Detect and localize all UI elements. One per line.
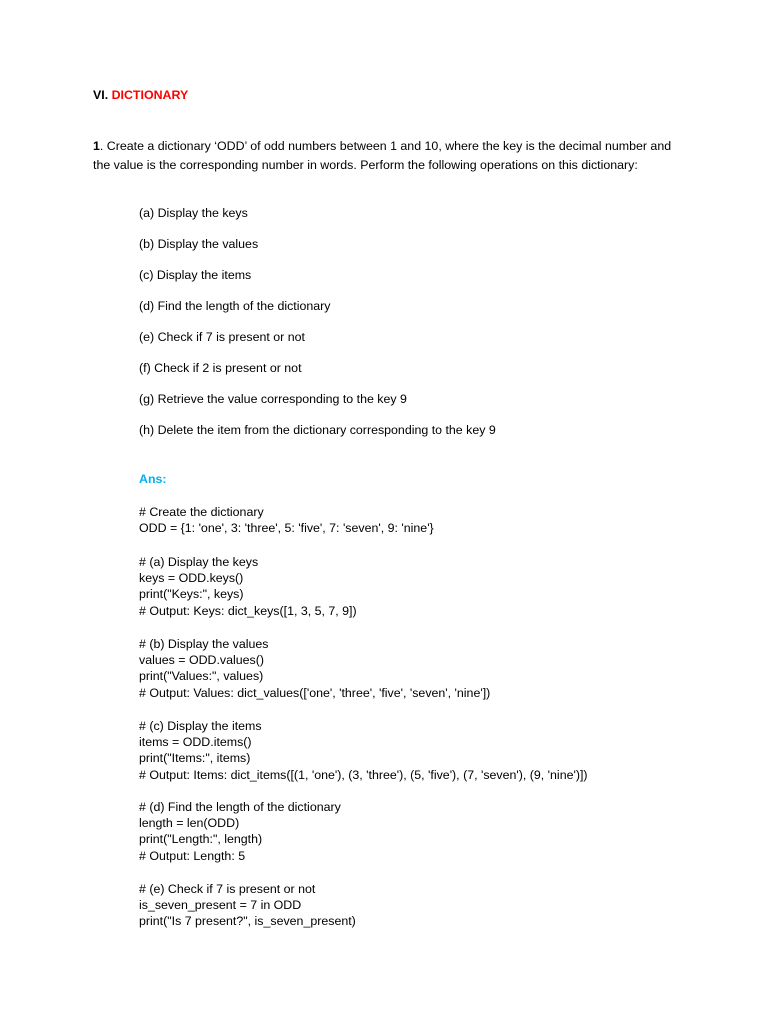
code-line: print("Length:", length) — [139, 832, 263, 847]
code-line: print("Values:", values) — [139, 669, 264, 684]
option-d: (d) Find the length of the dictionary — [139, 299, 331, 313]
code-line: is_seven_present = 7 in ODD — [139, 898, 302, 913]
code-block-create — [139, 504, 434, 536]
option-f: (f) Check if 2 is present or not — [139, 361, 302, 375]
code-line: # Output: Length: 5 — [139, 848, 246, 863]
section-heading — [93, 88, 188, 102]
question-body: . Create a dictionary ‘ODD’ of odd numbers between 1 and 10, where the key is the decimal number and the value is the corresponding number in words. Perform the following operations on this dictionary: — [93, 139, 672, 172]
option-b: (b) Display the values — [139, 237, 259, 251]
code-line: values = ODD.values() — [139, 653, 264, 668]
option-g: (g) Retrieve the value corresponding to the key 9 — [139, 392, 407, 406]
option-e: (e) Check if 7 is present or not — [139, 330, 305, 344]
question-text — [93, 137, 673, 175]
code-line: # (c) Display the items — [139, 719, 262, 733]
code-line: # (d) Find the length of the dictionary — [139, 800, 341, 814]
code-line: # Output: Items: dict_items([(1, 'one'), (3, 'three'), (5, 'five'), (7, 'seven'), (9, 'nine')]) — [139, 767, 588, 782]
code-block-values — [139, 636, 490, 701]
section-number: VI. — [93, 88, 112, 102]
code-line: print("Items:", items) — [139, 751, 251, 766]
code-block-items — [139, 718, 588, 783]
code-line: # Create the dictionary — [139, 505, 264, 519]
code-line: print("Keys:", keys) — [139, 587, 244, 602]
code-line: print("Is 7 present?", is_seven_present) — [139, 914, 356, 929]
option-c: (c) Display the items — [139, 268, 252, 282]
code-block-keys — [139, 554, 357, 619]
option-h: (h) Delete the item from the dictionary corresponding to the key 9 — [139, 423, 496, 437]
code-line: # (b) Display the values — [139, 637, 269, 651]
answer-label: Ans: — [139, 472, 167, 486]
code-line: # (e) Check if 7 is present or not — [139, 882, 316, 896]
code-line: length = len(ODD) — [139, 816, 240, 831]
code-block-length — [139, 799, 341, 864]
code-block-membership — [139, 881, 356, 930]
section-title: DICTIONARY — [111, 88, 189, 102]
code-line: keys = ODD.keys() — [139, 571, 244, 586]
option-a: (a) Display the keys — [139, 206, 248, 220]
question-number: 1 — [93, 139, 100, 153]
code-line: items = ODD.items() — [139, 735, 252, 750]
code-line: # Output: Keys: dict_keys([1, 3, 5, 7, 9]) — [139, 603, 357, 618]
code-line: # (a) Display the keys — [139, 555, 259, 569]
code-line: ODD = {1: 'one', 3: 'three', 5: 'five', 7: 'seven', 9: 'nine'} — [139, 521, 434, 536]
code-line: # Output: Values: dict_values(['one', 'three', 'five', 'seven', 'nine']) — [139, 685, 491, 700]
